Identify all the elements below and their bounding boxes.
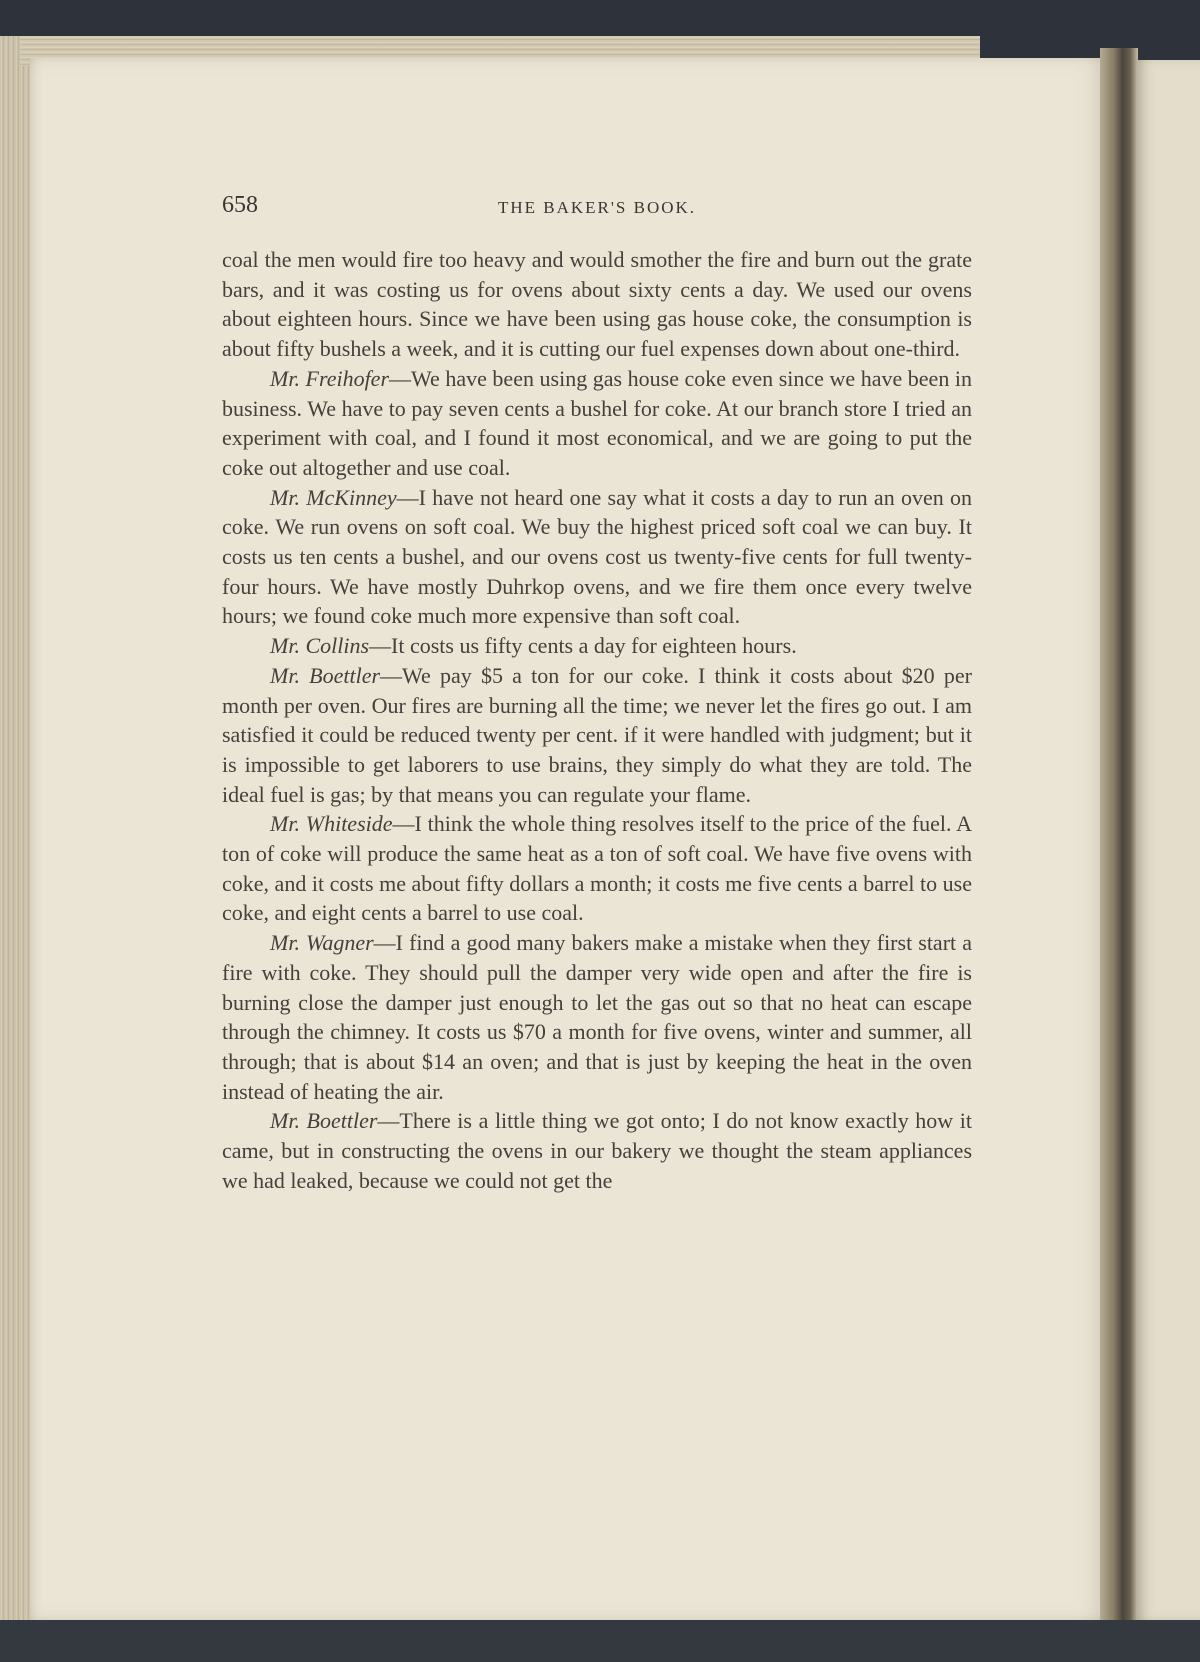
book-cover-bottom	[0, 1620, 1200, 1662]
paragraph-text: —I have not heard one say what it costs a day to run an oven on coke. We run ovens on soft coal. We buy the highest priced soft coal we can buy. It costs us ten cents a bushel, and our ovens cost us twenty-five cents for full twenty-four hours. We have mostly Duhrkop ovens, and we fire them once every twelve hours; we found coke much more expensive than soft coal.	[222, 484, 972, 629]
paragraph	[222, 245, 972, 364]
running-head: THE BAKER'S BOOK.	[497, 198, 697, 217]
book-gutter	[1100, 48, 1138, 1628]
speaker-name: Mr. McKinney	[270, 484, 397, 510]
paragraph	[222, 364, 972, 483]
speaker-name: Mr. Freihofer	[270, 365, 390, 391]
paragraph	[222, 809, 972, 928]
speaker-name: Mr. Whiteside	[270, 811, 393, 837]
paragraph-text: coal the men would fire too heavy and would smother the fire and burn out the grate bars, and it was costing us for ovens about sixty cents a day. We used our ovens about eighteen hours. Since we have been using gas house coke, the consumption is about fifty bushels a week, and it is cutting our fuel expenses down about one-third.	[222, 247, 972, 362]
speaker-name: Mr. Boettler	[270, 1108, 378, 1134]
paragraph	[222, 483, 972, 632]
paragraph	[222, 1106, 972, 1195]
paragraph	[222, 661, 972, 810]
speaker-name: Mr. Collins	[270, 633, 370, 659]
paragraph-text: —We pay $5 a ton for our coke. I think it costs about $20 per month per oven. Our fires are burning all the time; we never let the fires go out. I am satisfied it could be reduced twenty per cent. if it were handled with judgment; but it is impossible to get laborers to use brains, they simply do what they are told. The ideal fuel is gas; by that means you can regulate your flame.	[222, 662, 972, 807]
page-number: 658	[222, 192, 258, 218]
paragraph-text: —We have been using gas house coke even since we have been in business. We have to pay seven cents a bushel for coke. At our branch store I tried an experiment with coal, and I found it most economical, and we are going to put the coke out altogether and use coal.	[222, 365, 972, 480]
page-header	[222, 192, 972, 228]
speaker-name: Mr. Boettler	[270, 662, 381, 688]
paragraph-text: —There is a little thing we got onto; I do not know exactly how it came, but in constructing the ovens in our bakery we thought the steam appliances we had leaked, because we could not get the	[222, 1108, 972, 1193]
facing-page-edge	[1136, 60, 1200, 1620]
speaker-name: Mr. Wagner	[270, 930, 374, 956]
paragraph	[222, 631, 972, 661]
body-text	[222, 245, 972, 1196]
paragraph-text: —I find a good many bakers make a mistake when they first start a fire with coke. They should pull the damper very wide open and after the fire is burning close the damper just enough to let the gas out so that no heat can escape through the chimney. It costs us $70 a month for five ovens, winter and summer, all through; that is about $14 an oven; and that is just by keeping the heat in the oven instead of heating the air.	[222, 930, 972, 1104]
paragraph	[222, 928, 972, 1106]
paragraph-text: —It costs us fifty cents a day for eighteen hours.	[369, 633, 797, 659]
paragraph-text: —I think the whole thing resolves itself to the price of the fuel. A ton of coke will produce the same heat as a ton of soft coal. We have five ovens with coke, and it costs me about fifty dollars a month; it costs me five cents a barrel to use coke, and eight cents a barrel to use coal.	[222, 811, 972, 926]
